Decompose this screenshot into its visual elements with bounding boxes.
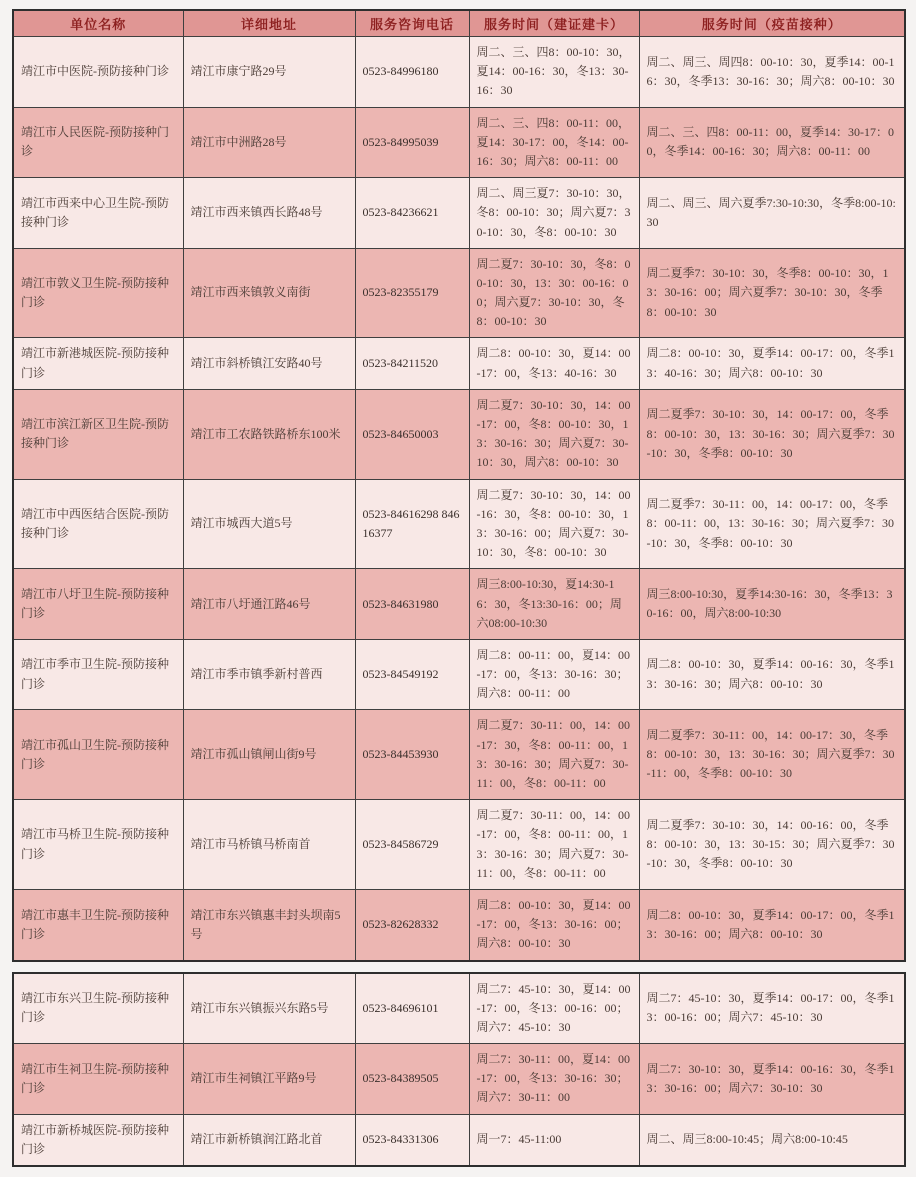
cell-address: 靖江市西来镇敦义南街	[183, 248, 355, 338]
cell-phone: 0523-84696101	[355, 973, 469, 1044]
cell-time-card: 周二8：00-10：30，夏14：00-17：00，冬13：40-16：30	[469, 338, 639, 389]
cell-address: 靖江市生祠镇江平路9号	[183, 1044, 355, 1115]
cell-unit-name: 靖江市滨江新区卫生院-预防接种门诊	[13, 389, 183, 479]
clinic-table-main	[12, 9, 906, 962]
cell-unit-name: 靖江市人民医院-预防接种门诊	[13, 107, 183, 178]
cell-time-vaccine: 周二、周三8:00-10:45；周六8:00-10:45	[639, 1114, 905, 1166]
table-row	[13, 338, 905, 389]
cell-time-vaccine: 周二、周三、周四8：00-10：30，夏季14：00-16：30，冬季13：30-16：30；周六8：00-10：30	[639, 37, 905, 108]
cell-unit-name: 靖江市西来中心卫生院-预防接种门诊	[13, 178, 183, 249]
cell-phone: 0523-84996180	[355, 37, 469, 108]
table-row	[13, 248, 905, 338]
cell-time-vaccine: 周三8:00-10:30，夏季14:30-16：30，冬季13：30-16：00，周六8:00-10:30	[639, 569, 905, 640]
cell-time-vaccine: 周二8：00-10：30，夏季14：00-17：00，冬季13：40-16：30；周六8：00-10：30	[639, 338, 905, 389]
column-header-3: 服务时间（建证建卡）	[469, 10, 639, 37]
cell-phone: 0523-82355179	[355, 248, 469, 338]
table-row	[13, 1114, 905, 1166]
cell-time-card: 周一7：45-11:00	[469, 1114, 639, 1166]
cell-time-vaccine: 周二夏季7：30-10：30，14：00-17：00，冬季8：00-10：30，13：30-16：30；周六夏季7：30-10：30，冬季8：00-10：30	[639, 389, 905, 479]
clinic-table-secondary	[12, 972, 906, 1168]
column-header-0: 单位名称	[13, 10, 183, 37]
column-header-4: 服务时间（疫苗接种）	[639, 10, 905, 37]
cell-address: 靖江市马桥镇马桥南首	[183, 800, 355, 890]
cell-unit-name: 靖江市生祠卫生院-预防接种门诊	[13, 1044, 183, 1115]
table-row	[13, 889, 905, 960]
cell-time-card: 周二、三、四8：00-10：30，夏14：00-16：30，冬13：30-16：30	[469, 37, 639, 108]
table-row	[13, 107, 905, 178]
cell-address: 靖江市中洲路28号	[183, 107, 355, 178]
cell-unit-name: 靖江市新港城医院-预防接种门诊	[13, 338, 183, 389]
cell-time-vaccine: 周二7：45-10：30，夏季14：00-17：00，冬季13：00-16：00；周六7：45-10：30	[639, 973, 905, 1044]
cell-unit-name: 靖江市东兴卫生院-预防接种门诊	[13, 973, 183, 1044]
column-header-1: 详细地址	[183, 10, 355, 37]
table-row	[13, 479, 905, 569]
cell-unit-name: 靖江市中西医结合医院-预防接种门诊	[13, 479, 183, 569]
cell-phone: 0523-84236621	[355, 178, 469, 249]
cell-time-card: 周二、周三夏7：30-10：30，冬8：00-10：30；周六夏7：30-10：30，冬8：00-10：30	[469, 178, 639, 249]
cell-unit-name: 靖江市敦义卫生院-预防接种门诊	[13, 248, 183, 338]
cell-phone: 0523-84631980	[355, 569, 469, 640]
cell-address: 靖江市东兴镇惠丰封头坝南5号	[183, 889, 355, 960]
cell-address: 靖江市孤山镇闸山街9号	[183, 710, 355, 800]
cell-address: 靖江市东兴镇振兴东路5号	[183, 973, 355, 1044]
cell-phone: 0523-84549192	[355, 639, 469, 710]
cell-unit-name: 靖江市孤山卫生院-预防接种门诊	[13, 710, 183, 800]
cell-time-vaccine: 周二、周三、周六夏季7:30-10:30，冬季8:00-10:30	[639, 178, 905, 249]
table-row	[13, 639, 905, 710]
cell-time-card: 周二7：30-11：00，夏14：00-17：00，冬13：30-16：30；周六7：30-11：00	[469, 1044, 639, 1115]
cell-time-card: 周二夏7：30-10：30，14：00-16：30，冬8：00-10：30，13：30-16：00；周六夏7：30-10：30，冬8：00-10：30	[469, 479, 639, 569]
cell-unit-name: 靖江市八圩卫生院-预防接种门诊	[13, 569, 183, 640]
table-row	[13, 569, 905, 640]
cell-phone: 0523-84389505	[355, 1044, 469, 1115]
cell-time-card: 周二7：45-10：30，夏14：00-17：00，冬13：00-16：00；周六7：45-10：30	[469, 973, 639, 1044]
column-header-2: 服务咨询电话	[355, 10, 469, 37]
cell-time-card: 周二夏7：30-11：00，14：00-17：00，冬8：00-11：00，13：30-16：30；周六夏7：30-11：00，冬8：00-11：00	[469, 800, 639, 890]
cell-address: 靖江市西来镇西长路48号	[183, 178, 355, 249]
cell-time-vaccine: 周二、三、四8：00-11：00，夏季14：30-17：00，冬季14：00-16：30；周六8：00-11：00	[639, 107, 905, 178]
cell-unit-name: 靖江市中医院-预防接种门诊	[13, 37, 183, 108]
cell-address: 靖江市八圩通江路46号	[183, 569, 355, 640]
cell-time-vaccine: 周二7：30-10：30，夏季14：00-16：30，冬季13：30-16：00；周六7：30-10：30	[639, 1044, 905, 1115]
cell-phone: 0523-84650003	[355, 389, 469, 479]
cell-unit-name: 靖江市新桥城医院-预防接种门诊	[13, 1114, 183, 1166]
cell-time-vaccine: 周二夏季7：30-10：30，14：00-16：00，冬季8：00-10：30，13：30-15：30；周六夏季7：30-10：30，冬季8：00-10：30	[639, 800, 905, 890]
cell-address: 靖江市新桥镇润江路北首	[183, 1114, 355, 1166]
cell-phone: 0523-82628332	[355, 889, 469, 960]
cell-address: 靖江市康宁路29号	[183, 37, 355, 108]
cell-time-card: 周二8：00-10：30，夏14：00-17：00，冬13：30-16：00；周六8：00-10：30	[469, 889, 639, 960]
cell-address: 靖江市季市镇季新村普西	[183, 639, 355, 710]
table-row	[13, 1044, 905, 1115]
cell-phone: 0523-84453930	[355, 710, 469, 800]
cell-unit-name: 靖江市马桥卫生院-预防接种门诊	[13, 800, 183, 890]
cell-time-card: 周二夏7：30-11：00，14：00-17：30，冬8：00-11：00，13：30-16：30；周六夏7：30-11：00，冬8：00-11：00	[469, 710, 639, 800]
cell-time-vaccine: 周二8：00-10：30，夏季14：00-17：00，冬季13：30-16：00；周六8：00-10：30	[639, 889, 905, 960]
cell-time-vaccine: 周二夏季7：30-11：00，14：00-17：30，冬季8：00-10：30，13：30-16：30；周六夏季7：30-11：00，冬季8：00-10：30	[639, 710, 905, 800]
table-row	[13, 37, 905, 108]
table-row	[13, 389, 905, 479]
cell-time-card: 周三8:00-10:30，夏14:30-16：30，冬13:30-16：00；周六08:00-10:30	[469, 569, 639, 640]
cell-address: 靖江市斜桥镇江安路40号	[183, 338, 355, 389]
cell-time-vaccine: 周二8：00-10：30，夏季14：00-16：30，冬季13：30-16：30；周六8：00-10：30	[639, 639, 905, 710]
table-row	[13, 973, 905, 1044]
cell-time-card: 周二、三、四8：00-11：00，夏14：30-17：00，冬14：00-16：30；周六8：00-11：00	[469, 107, 639, 178]
cell-time-vaccine: 周二夏季7：30-11：00，14：00-17：00，冬季8：00-11：00，13：30-16：30；周六夏季7：30-10：30，冬季8：00-10：30	[639, 479, 905, 569]
table-header-row	[13, 10, 905, 37]
cell-unit-name: 靖江市季市卫生院-预防接种门诊	[13, 639, 183, 710]
cell-phone: 0523-84211520	[355, 338, 469, 389]
cell-address: 靖江市城西大道5号	[183, 479, 355, 569]
cell-phone: 0523-84616298 84616377	[355, 479, 469, 569]
cell-unit-name: 靖江市惠丰卫生院-预防接种门诊	[13, 889, 183, 960]
table-row	[13, 178, 905, 249]
table-row	[13, 710, 905, 800]
cell-phone: 0523-84995039	[355, 107, 469, 178]
cell-time-card: 周二夏7：30-10：30，冬8：00-10：30，13：30：00-16：00；周六夏7：30-10：30，冬8：00-10：30	[469, 248, 639, 338]
cell-phone: 0523-84331306	[355, 1114, 469, 1166]
cell-time-card: 周二夏7：30-10：30，14：00-17：00，冬8：00-10：30，13：30-16：30；周六夏7：30-10：30，周六8：00-10：30	[469, 389, 639, 479]
cell-address: 靖江市工农路铁路桥东100米	[183, 389, 355, 479]
cell-time-vaccine: 周二夏季7：30-10：30，冬季8：00-10：30，13：30-16：00；周六夏季7：30-10：30，冬季8：00-10：30	[639, 248, 905, 338]
cell-time-card: 周二8：00-11：00，夏14：00-17：00，冬13：30-16：30；周六8：00-11：00	[469, 639, 639, 710]
cell-phone: 0523-84586729	[355, 800, 469, 890]
table-row	[13, 800, 905, 890]
